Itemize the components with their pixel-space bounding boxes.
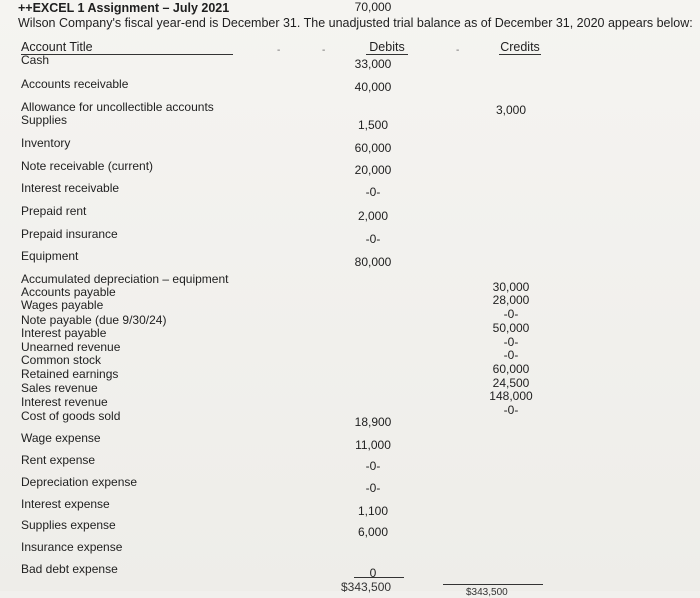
account-name: Depreciation expense — [21, 475, 138, 489]
column-header-account: Account Title — [21, 40, 233, 55]
divider-mark: - — [277, 45, 281, 56]
intro-text: Wilson Company's fiscal year-end is December 31. The unadjusted trial balance as of December 31, 2020 appears below: — [18, 16, 693, 30]
account-name: Accounts payable — [21, 285, 116, 299]
account-name: Prepaid insurance — [21, 227, 118, 241]
account-name: Common stock — [21, 353, 102, 367]
assignment-title: ++EXCEL 1 Assignment – July 2021 — [18, 1, 230, 15]
debit-amount: 0 — [369, 566, 377, 580]
account-name: Sales revenue — [21, 381, 98, 395]
credit-amount: 60,000 — [492, 362, 530, 376]
debit-amount: -0- — [365, 232, 381, 246]
credit-amount: -0- — [503, 307, 519, 321]
column-header-credits: Credits — [500, 40, 540, 54]
account-name: Allowance for uncollectible accounts — [21, 100, 214, 114]
account-name: Unearned revenue — [21, 340, 121, 354]
debit-amount: -0- — [365, 185, 381, 199]
account-name: Interest receivable — [21, 181, 120, 195]
account-name: Wages payable — [21, 298, 104, 312]
debit-amount: -0- — [365, 481, 381, 495]
credit-amount: 30,000 — [492, 280, 530, 294]
credit-amount: -0- — [503, 403, 519, 417]
debit-amount: 18,900 — [354, 415, 392, 429]
debit-amount: 70,000 — [354, 0, 392, 14]
debit-total-rule — [354, 577, 404, 578]
credit-total: $343,500 — [466, 587, 508, 598]
debit-amount: 1,100 — [357, 504, 389, 518]
debit-amount: 80,000 — [354, 255, 392, 269]
account-name: Accumulated depreciation – equipment — [21, 272, 229, 286]
debit-amount: 20,000 — [354, 163, 392, 177]
account-name: Note payable (due 9/30/24) — [21, 313, 167, 327]
debit-amount: -0- — [365, 459, 381, 473]
debit-amount: 33,000 — [354, 57, 392, 71]
account-name: Cost of goods sold — [21, 409, 121, 423]
account-name: Insurance expense — [21, 540, 123, 554]
account-name: Wage expense — [21, 431, 101, 445]
debit-total: $343,500 — [341, 580, 392, 594]
debit-amount: 40,000 — [354, 80, 392, 94]
debit-amount: 1,500 — [357, 118, 389, 132]
credit-amount: 3,000 — [495, 103, 527, 117]
account-name: Supplies — [21, 113, 68, 127]
account-name: Cash — [21, 53, 50, 67]
credit-amount: 24,500 — [492, 376, 530, 390]
debit-amount: 6,000 — [357, 525, 389, 539]
debit-amount: 11,000 — [355, 438, 391, 452]
credit-amount: -0- — [503, 348, 519, 362]
credit-total-rule — [443, 584, 543, 585]
account-name: Interest payable — [21, 326, 107, 340]
divider-mark: - — [322, 45, 326, 56]
account-name: Rent expense — [21, 453, 96, 467]
credit-amount: 148,000 — [489, 389, 533, 403]
debit-amount: 2,000 — [357, 209, 389, 223]
account-name: Accounts receivable — [21, 77, 129, 91]
account-name: Interest revenue — [21, 395, 108, 409]
account-name: Interest expense — [21, 497, 110, 511]
account-name: Bad debt expense — [21, 562, 118, 576]
credit-amount: -0- — [503, 335, 519, 349]
account-name: Supplies expense — [21, 518, 116, 532]
debit-amount: 60,000 — [354, 141, 392, 155]
divider-mark: - — [456, 45, 460, 56]
account-name: Inventory — [21, 136, 71, 150]
account-name: Note receivable (current) — [21, 159, 154, 173]
credit-amount: 28,000 — [492, 293, 530, 307]
credit-amount: 50,000 — [492, 321, 530, 335]
account-name: Equipment — [21, 249, 79, 263]
account-name: Prepaid rent — [21, 204, 87, 218]
column-header-debits: Debits — [366, 40, 408, 55]
account-name: Retained earnings — [21, 367, 119, 381]
